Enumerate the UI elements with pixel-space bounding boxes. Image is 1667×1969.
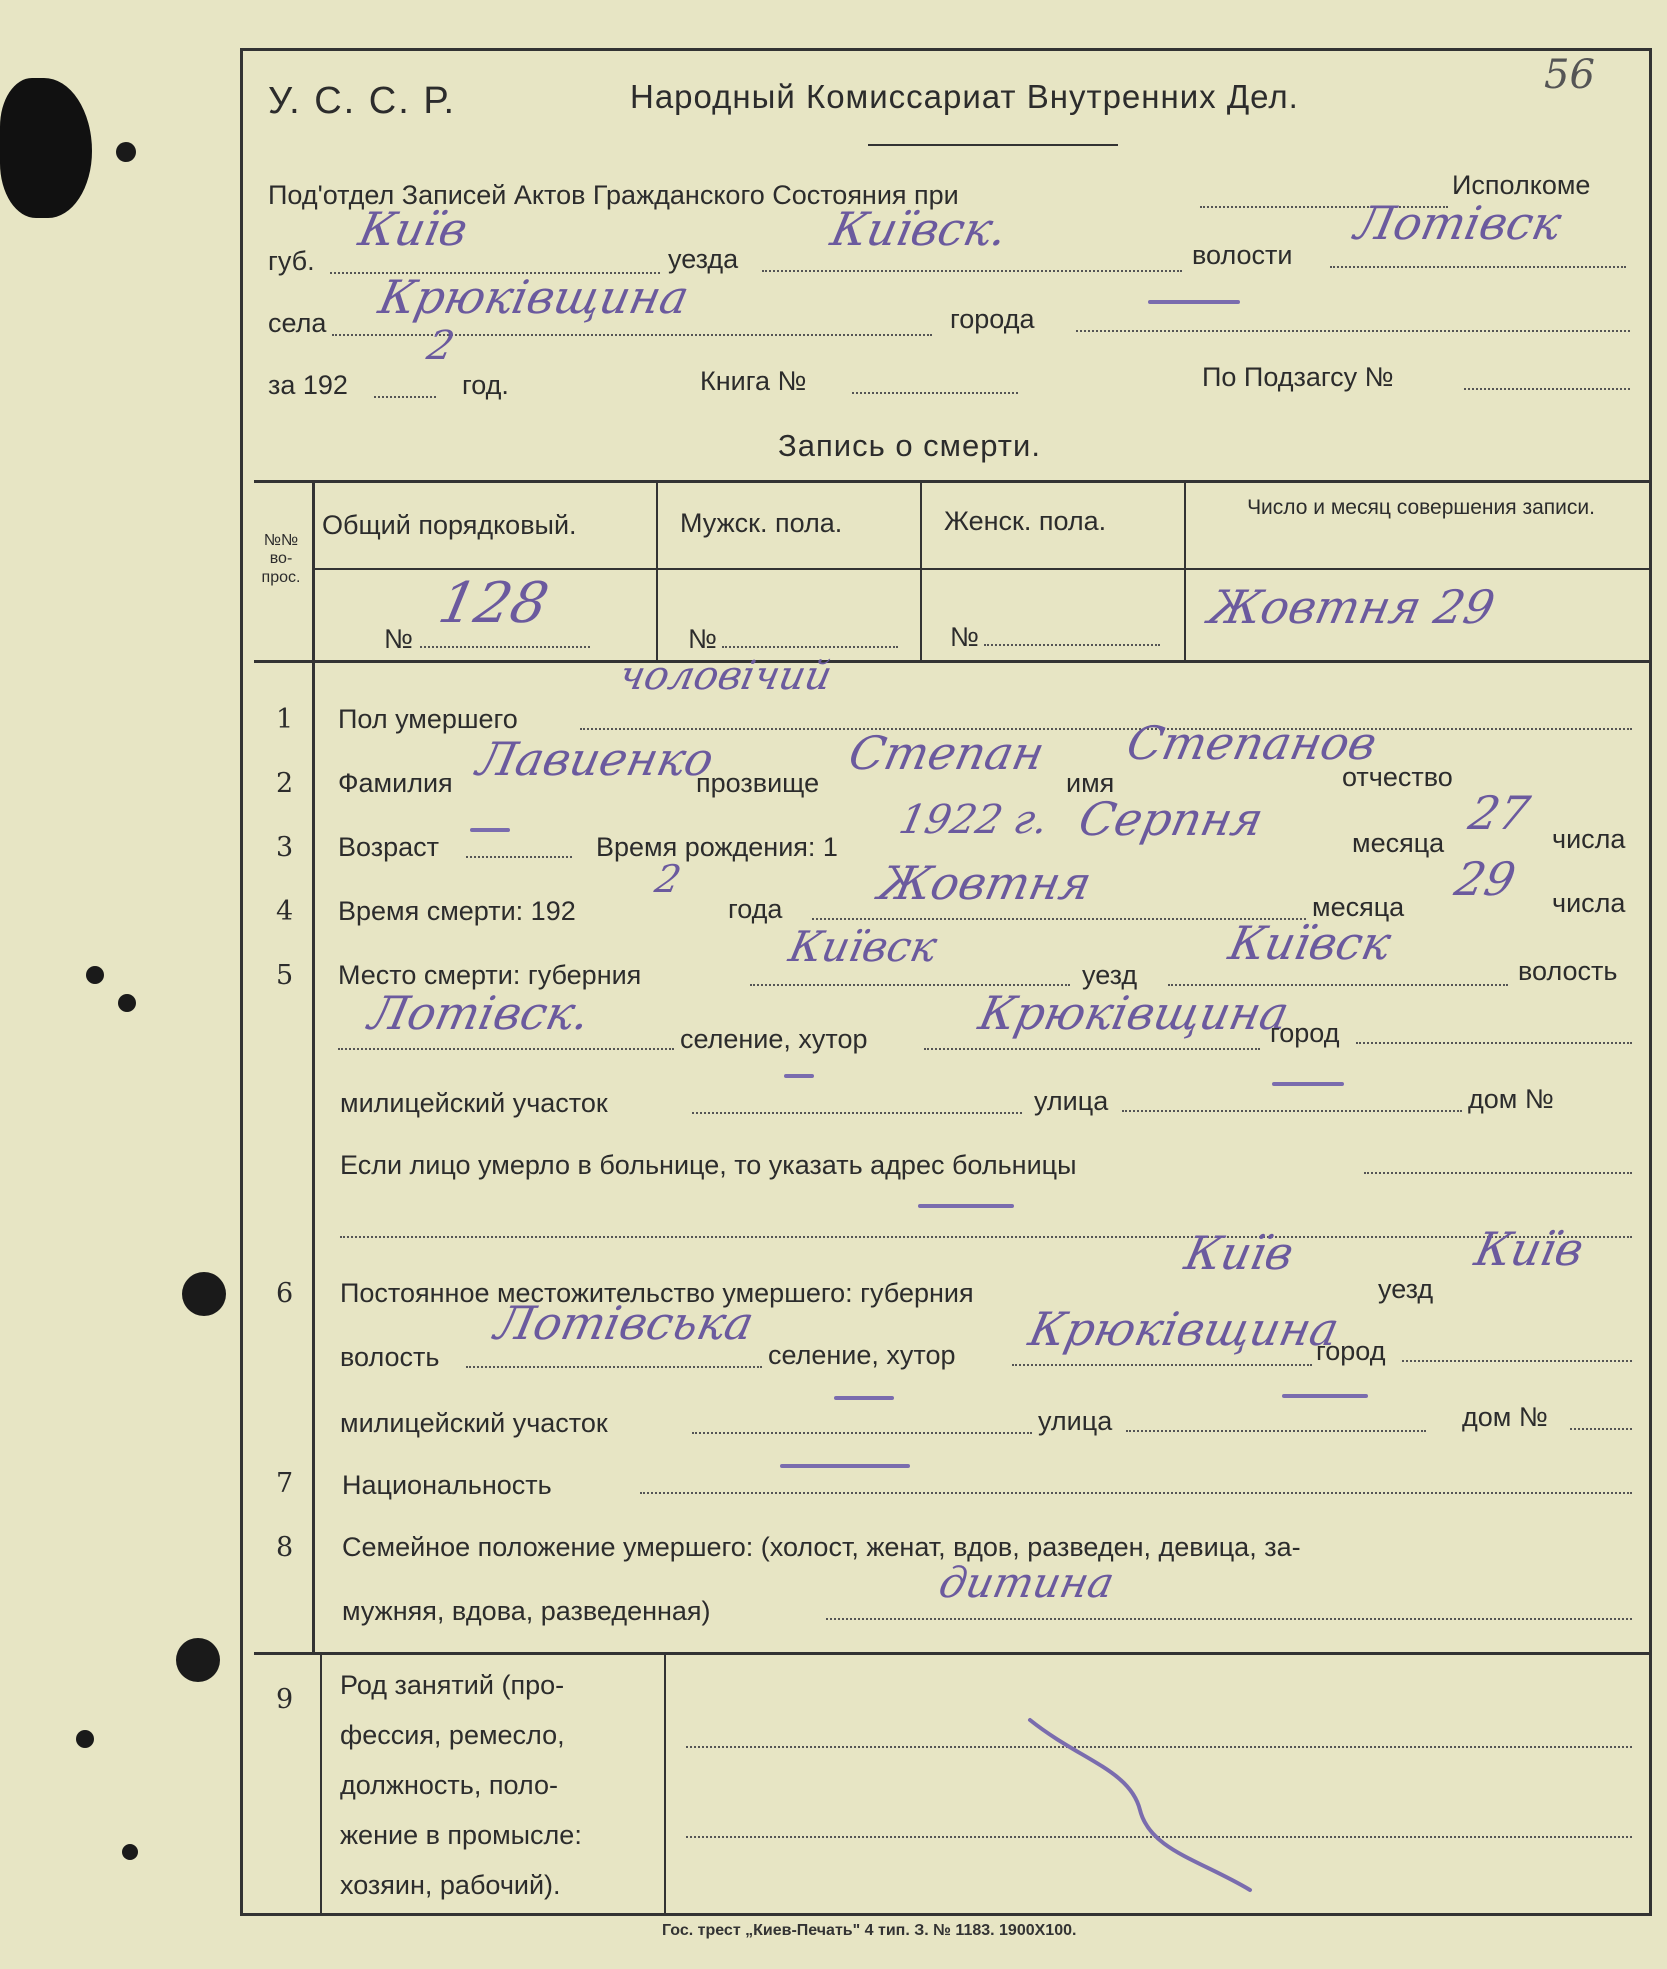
residence-uezd-value: Київ: [1470, 1222, 1589, 1276]
record-date-value: Жовтня 29: [1204, 580, 1500, 634]
death-militia-label: милицейский участок: [340, 1088, 608, 1118]
family-status-label-2: мужняя, вдова, разведенная): [342, 1596, 711, 1626]
residence-street-dash: [1282, 1394, 1368, 1398]
col-divider: [312, 480, 315, 1654]
volost-label: волости: [1192, 240, 1293, 270]
row-number: 1: [276, 704, 294, 735]
patronymic-value: Степанов: [1122, 716, 1382, 770]
birth-label: Время рождения: 1: [596, 832, 838, 862]
sex-label: Пол умершего: [338, 704, 518, 734]
death-village-label: селение, хутор: [680, 1024, 868, 1054]
family-status-line: [826, 1618, 1632, 1620]
residence-gub-value: Київ: [1180, 1226, 1299, 1280]
death-year-value: 2: [651, 857, 685, 901]
residence-volost-value: Лотівська: [490, 1296, 759, 1350]
residence-city-dash: [834, 1396, 894, 1400]
death-place-label: Место смерти: губерния: [338, 960, 642, 990]
death-time-label: Время смерти: 192: [338, 896, 576, 926]
hospital-line-2: [340, 1236, 1632, 1238]
col-divider: [656, 480, 658, 660]
birth-month-value: Серпня: [1074, 792, 1268, 846]
gorod-line: [1076, 330, 1630, 332]
volost-value: Лотівск: [1350, 196, 1567, 250]
residence-militia-label: милицейский участок: [340, 1408, 608, 1438]
hospital-line: [1364, 1172, 1632, 1174]
residence-uezd-label: уезд: [1378, 1274, 1434, 1304]
ink-blot: [0, 78, 92, 218]
death-city-label: город: [1270, 1018, 1340, 1048]
death-day-value: 29: [1450, 852, 1521, 906]
podzags-label: По Подзагсу №: [1202, 362, 1394, 392]
male-no-sign: №: [688, 624, 717, 654]
general-number-header: Общий порядковый.: [322, 510, 577, 540]
death-year-label: года: [728, 894, 783, 924]
occupation-label: хозяин, рабочий).: [340, 1870, 561, 1900]
volost-line: [1330, 266, 1626, 268]
table-sub-rule: [312, 568, 1652, 570]
death-house-label: дом №: [1468, 1084, 1554, 1114]
death-city-line: [1356, 1042, 1632, 1044]
residence-house-line: [1570, 1428, 1632, 1430]
residence-village-label: селение, хутор: [768, 1340, 956, 1370]
uezd-value: Київск.: [826, 202, 1013, 256]
death-volost-line: [338, 1048, 674, 1050]
col-divider: [1184, 480, 1186, 660]
female-no-sign: №: [950, 622, 979, 652]
selo-value: Крюківщина: [374, 270, 694, 324]
punch-hole: [116, 142, 136, 162]
punch-hole: [122, 1844, 138, 1860]
year-line: [374, 396, 436, 398]
kniga-line: [852, 392, 1018, 394]
occupation-label: Род занятий (про-: [340, 1670, 565, 1700]
occupation-label: фессия, ремесло,: [340, 1720, 565, 1750]
male-header: Мужск. пола.: [680, 508, 843, 538]
death-uezd-value: Київск: [1224, 916, 1396, 970]
nickname-label: прозвище: [696, 768, 820, 798]
hospital-label: Если лицо умерло в больнице, то указать адрес больницы: [340, 1150, 1077, 1180]
residence-volost-label: волость: [340, 1342, 440, 1372]
row-number: 4: [276, 896, 294, 927]
row-number: 2: [276, 768, 294, 799]
subdept-label: Под'отдел Записей Актов Гражданского Состояния при: [268, 180, 959, 210]
page-number: 56: [1544, 52, 1595, 98]
uezd-label: уезда: [668, 244, 739, 274]
age-dash: [470, 828, 510, 832]
death-uezd-label: уезд: [1082, 960, 1138, 990]
occupation-scrawl: [990, 1700, 1290, 1900]
punch-hole: [118, 994, 136, 1012]
female-header: Женск. пола.: [944, 506, 1107, 536]
death-volost-label: волость: [1518, 956, 1618, 986]
birth-year-value: 1922 г.: [895, 797, 1053, 843]
commissariat-title: Народный Комиссариат Внутренних Дел.: [630, 78, 1299, 115]
year-value: 2: [423, 323, 459, 369]
row-number: 8: [276, 1532, 294, 1563]
death-city-dash: [784, 1074, 814, 1078]
patronymic-label: отчество: [1342, 762, 1453, 792]
general-line: [420, 646, 590, 648]
death-village-line: [924, 1048, 1260, 1050]
death-day-label: числа: [1552, 888, 1626, 918]
residence-street-label: улица: [1038, 1406, 1113, 1436]
death-militia-line: [692, 1112, 1022, 1114]
table-head-rule: [254, 660, 1652, 663]
death-village-value: Крюківщина: [974, 986, 1294, 1040]
gub-label: губ.: [268, 246, 315, 276]
death-street-dash: [1272, 1082, 1344, 1086]
birth-day-value: 27: [1464, 786, 1535, 840]
selo-label: села: [268, 308, 327, 338]
row-number: 7: [276, 1468, 294, 1499]
surname-value: Лавиенко: [472, 732, 719, 786]
row-number: 5: [276, 960, 294, 991]
question-no-header: №№ во- прос.: [261, 532, 301, 586]
occupation-divider: [320, 1652, 322, 1916]
female-line: [984, 644, 1160, 646]
gub-value: Київ: [354, 202, 473, 256]
family-status-value: дитина: [934, 1558, 1119, 1607]
death-month-value: Жовтня: [874, 856, 1097, 910]
death-volost-value: Лотівск.: [364, 986, 595, 1040]
death-street-label: улица: [1034, 1086, 1109, 1116]
general-number-value: 128: [433, 571, 554, 636]
gorod-label: города: [950, 304, 1035, 334]
nationality-label: Национальность: [342, 1470, 552, 1500]
punch-hole: [176, 1638, 220, 1682]
hospital-dash: [918, 1204, 1014, 1208]
residence-militia-line: [692, 1432, 1032, 1434]
occupation-top-rule: [254, 1652, 1652, 1655]
occupation-label: жение в промысле:: [340, 1820, 582, 1850]
uezd-line: [762, 270, 1182, 272]
residence-label: Постоянное местожительство умершего: губерния: [340, 1278, 974, 1308]
residence-city-line: [1402, 1360, 1632, 1362]
age-label: Возраст: [338, 832, 439, 862]
nationality-dash: [780, 1464, 910, 1468]
punch-hole: [182, 1272, 226, 1316]
republic-title: У. С. С. Р.: [268, 80, 457, 122]
year-suffix: год.: [462, 370, 509, 400]
name-value: Степан: [844, 726, 1050, 780]
occupation-divider: [664, 1652, 666, 1916]
gorod-dash: [1148, 300, 1240, 304]
birth-day-label: числа: [1552, 824, 1626, 854]
row-number: 9: [276, 1684, 294, 1715]
podzags-line: [1464, 388, 1630, 390]
residence-village-line: [1012, 1364, 1312, 1366]
birth-month-label: месяца: [1352, 828, 1445, 858]
death-month-line: [812, 918, 1306, 920]
table-top-rule: [254, 480, 1652, 483]
punch-hole: [76, 1730, 94, 1748]
residence-volost-line: [466, 1366, 762, 1368]
sex-line: [580, 728, 1632, 730]
male-line: [722, 646, 898, 648]
punch-hole: [86, 966, 104, 984]
surname-label: Фамилия: [338, 768, 453, 798]
death-month-label: месяца: [1312, 892, 1405, 922]
death-gub-value: Київск: [784, 922, 942, 971]
record-title: Запись о смерти.: [778, 428, 1041, 463]
selo-line: [332, 334, 932, 336]
row-number: 3: [276, 832, 294, 863]
residence-city-label: город: [1316, 1336, 1386, 1366]
occupation-label: должность, поло-: [340, 1770, 558, 1800]
death-street-line: [1122, 1110, 1462, 1112]
residence-street-line: [1126, 1430, 1426, 1432]
printer-imprint: Гос. трест „Киев-Печать" 4 тип. З. № 1183. 1900X100.: [662, 1922, 1077, 1939]
general-no-sign: №: [384, 624, 413, 654]
residence-village-value: Крюківщина: [1024, 1302, 1344, 1356]
family-status-label: Семейное положение умершего: (холост, женат, вдов, разведен, девица, за-: [342, 1532, 1301, 1562]
age-line: [466, 856, 572, 858]
ispolkom-label: Исполкоме: [1452, 170, 1591, 200]
title-rule: [868, 144, 1118, 146]
date-header: Число и месяц совершения записи.: [1247, 496, 1595, 519]
sex-value: чоловічий: [615, 653, 836, 699]
col-divider: [920, 480, 922, 660]
row-number: 6: [276, 1278, 294, 1309]
nationality-line: [640, 1492, 1632, 1494]
name-label: имя: [1066, 768, 1115, 798]
residence-house-label: дом №: [1462, 1402, 1548, 1432]
kniga-label: Книга №: [700, 366, 807, 396]
year-label: за 192: [268, 370, 348, 400]
